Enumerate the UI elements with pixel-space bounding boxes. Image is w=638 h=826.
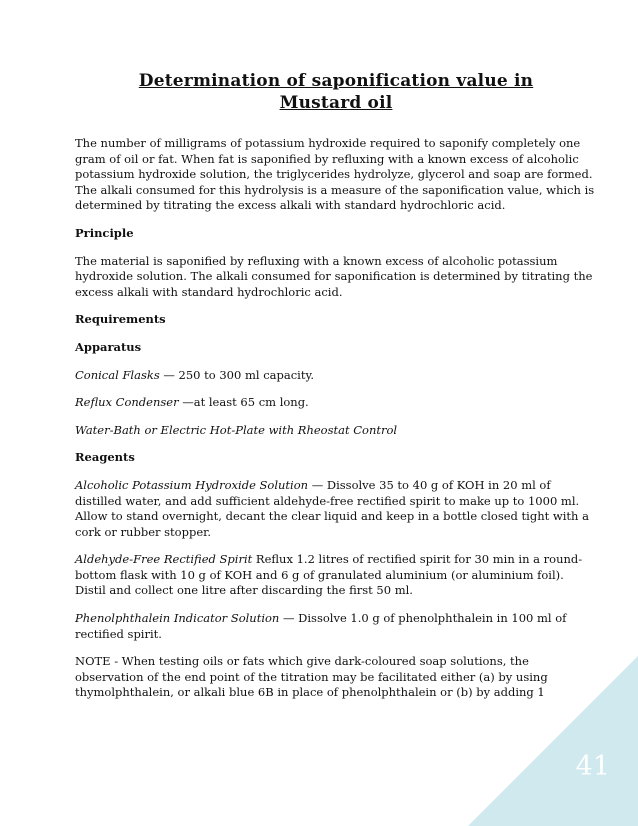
note-paragraph: NOTE - When testing oils or fats which give dark-coloured soap solutions, the observation of the end point of the titration may be facilitated either (a) by using thymolphthalein, or alkali blue 6B in place of phenolphthalein or (b) by adding 1 [75,654,548,700]
requirements-heading: Requirements [75,312,166,327]
reagent-name: Alcoholic Potassium Hydroxide Solution [75,477,309,492]
principle-heading: Principle [75,225,134,240]
title-line-1: Determination of saponification value in [138,71,534,91]
page-title [75,70,597,114]
reagent-text: — Dissolve 35 to 40 g of KOH in 20 ml of distilled water, and add sufficient aldehyde-free rectified spirit to make up to 1000 ml. Allow to stand overnight, decant the clear liquid and keep in a bottle closed tight with a cork or rubber stopper. [75,477,589,539]
reagent-text: — Dissolve 1.0 g of phenolphthalein in 100 ml of rectified spirit. [75,611,567,641]
reagent-item [75,552,597,599]
reagent-text: Reflux 1.2 litres of rectified spirit for 30 min in a round-bottom flask with 10 g of KOH and 6 g of granulated aluminium (or aluminium foil). Distil and collect one litre after discarding the first 50 ml. [75,552,583,598]
reagent-name: Aldehyde-Free Rectified Spirit [75,552,253,567]
intro-paragraph: The number of milligrams of potassium hydroxide required to saponify completely one gram of oil or fat. When fat is saponified by refluxing with a known excess of alcoholic potassium hydroxide solution, the triglycerides hydrolyze, glycerol and soap are formed. The alkali consumed for this hydrolysis is a measure of the saponification value, which is determined by titrating the excess alkali with standard hydrochloric acid. [75,136,595,213]
apparatus-item [75,368,597,384]
apparatus-heading: Apparatus [75,339,142,354]
apparatus-text: —at least 65 cm long. [178,395,309,410]
principle-paragraph: The material is saponified by refluxing with a known excess of alcoholic potassium hydroxide solution. The alkali consumed for saponification is determined by titrating the excess alkali with standard hydrochloric acid. [75,253,593,299]
reagent-name: Phenolphthalein Indicator Solution [75,611,280,626]
apparatus-item [75,395,597,411]
apparatus-name: Conical Flasks [75,367,160,382]
reagent-item [75,611,597,642]
apparatus-text: — 250 to 300 ml capacity. [159,367,315,382]
reagent-item [75,478,597,540]
document-body [75,70,597,713]
apparatus-name: Water-Bath or Electric Hot-Plate with Rheostat Control [75,422,398,437]
page-number: 41 [575,751,610,782]
apparatus-name: Reflux Condenser [75,395,179,410]
reagents-heading: Reagents [75,450,135,465]
title-line-2: Mustard oil [279,93,393,113]
apparatus-item [75,423,597,439]
